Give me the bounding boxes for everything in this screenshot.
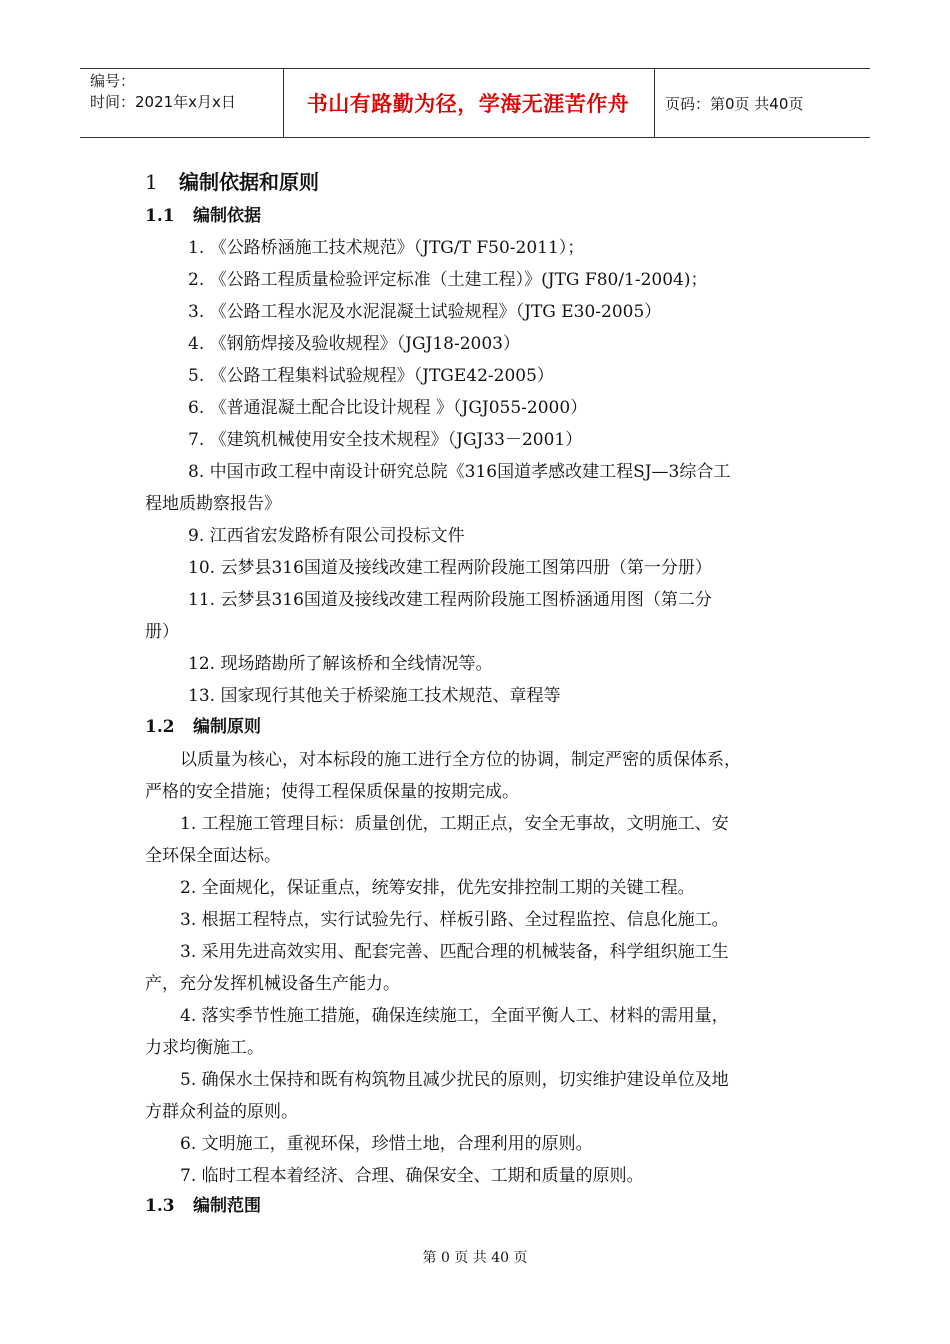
principle-line: 严格的安全措施；使得工程保质保量的按期完成。 [145,782,519,802]
principle-line: 力求均衡施工。 [145,1038,264,1058]
basis-item: 9. 江西省宏发路桥有限公司投标文件 [188,526,465,546]
subsection-title: 编制原则 [193,717,261,737]
subsection-heading [145,201,261,226]
principle-line: 产，充分发挥机械设备生产能力。 [145,974,400,994]
principle-line: 以质量为核心，对本标段的施工进行全方位的协调，制定严密的质保体系， [180,750,741,770]
principle-line: 方群众利益的原则。 [145,1102,298,1122]
basis-item-continuation: 程地质勘察报告》 [145,494,281,514]
header-page-info: 页码：第0页 共40页 [665,94,804,113]
basis-item: 10. 云梦县316国道及接线改建工程两阶段施工图第四册（第一分册） [188,558,712,578]
number-label: 编号： [90,72,136,90]
page-footer: 第 0 页 共 40 页 [422,1250,528,1266]
subsection-number: 1.3 [145,1196,175,1216]
date-label: 时间：2021年x月x日 [90,93,236,111]
section-heading [145,166,319,195]
subsection-title: 编制依据 [193,206,261,226]
header-divider [654,69,655,137]
basis-item: 8. 中国市政工程中南设计研究总院《316国道孝感改建工程SJ—3综合工 [188,462,731,482]
principle-line: 4. 落实季节性施工措施，确保连续施工，全面平衡人工、材料的需用量， [180,1006,729,1026]
basis-item: 13. 国家现行其他关于桥梁施工技术规范、章程等 [188,686,561,706]
basis-item-continuation: 册） [145,622,179,642]
subsection-heading [145,1191,261,1216]
principle-line: 6. 文明施工，重视环保，珍惜土地，合理利用的原则。 [180,1134,593,1154]
principle-line: 1. 工程施工管理目标：质量创优，工期正点，安全无事故，文明施工、安 [180,814,729,834]
principle-line: 全环保全面达标。 [145,846,281,866]
basis-item: 2. 《公路工程质量检验评定标准（土建工程）》(JTG F80/1-2004)； [188,270,708,290]
basis-item: 1. 《公路桥涵施工技术规范》（JTG/T F50-2011）； [188,238,585,258]
subsection-title: 编制范围 [193,1196,261,1216]
principle-line: 3. 根据工程特点，实行试验先行、样板引路、全过程监控、信息化施工。 [180,910,729,930]
basis-item: 11. 云梦县316国道及接线改建工程两阶段施工图桥涵通用图（第二分 [188,590,712,610]
basis-item: 4. 《钢筋焊接及验收规程》（JGJ18-2003） [188,334,520,354]
subsection-number: 1.2 [145,717,175,737]
basis-item: 7. 《建筑机械使用安全技术规程》（JGJ33－2001） [188,430,583,450]
principle-line: 2. 全面规化，保证重点，统筹安排，优先安排控制工期的关键工程。 [180,878,695,898]
principle-line: 5. 确保水土保持和既有构筑物且减少扰民的原则，切实维护建设单位及地 [180,1070,729,1090]
principle-line: 3. 采用先进高效实用、配套完善、匹配合理的机械装备，科学组织施工生 [180,942,729,962]
subsection-heading [145,712,261,737]
header-motto: 书山有路勤为径，学海无涯苦作舟 [306,92,630,116]
section-number: 1 [145,170,158,194]
section-title: 编制依据和原则 [179,170,319,194]
basis-item: 12. 现场踏勘所了解该桥和全线情况等。 [188,654,493,674]
subsection-number: 1.1 [145,206,175,226]
basis-item: 6. 《普通混凝土配合比设计规程 》（JGJ055-2000） [188,398,588,418]
basis-item: 5. 《公路工程集料试验规程》（JTGE42-2005） [188,366,554,386]
header-meta [90,71,282,135]
page-header [80,68,870,138]
principle-line: 7. 临时工程本着经济、合理、确保安全、工期和质量的原则。 [180,1166,644,1186]
basis-item: 3. 《公路工程水泥及水泥混凝土试验规程》（JTG E30-2005） [188,302,662,322]
